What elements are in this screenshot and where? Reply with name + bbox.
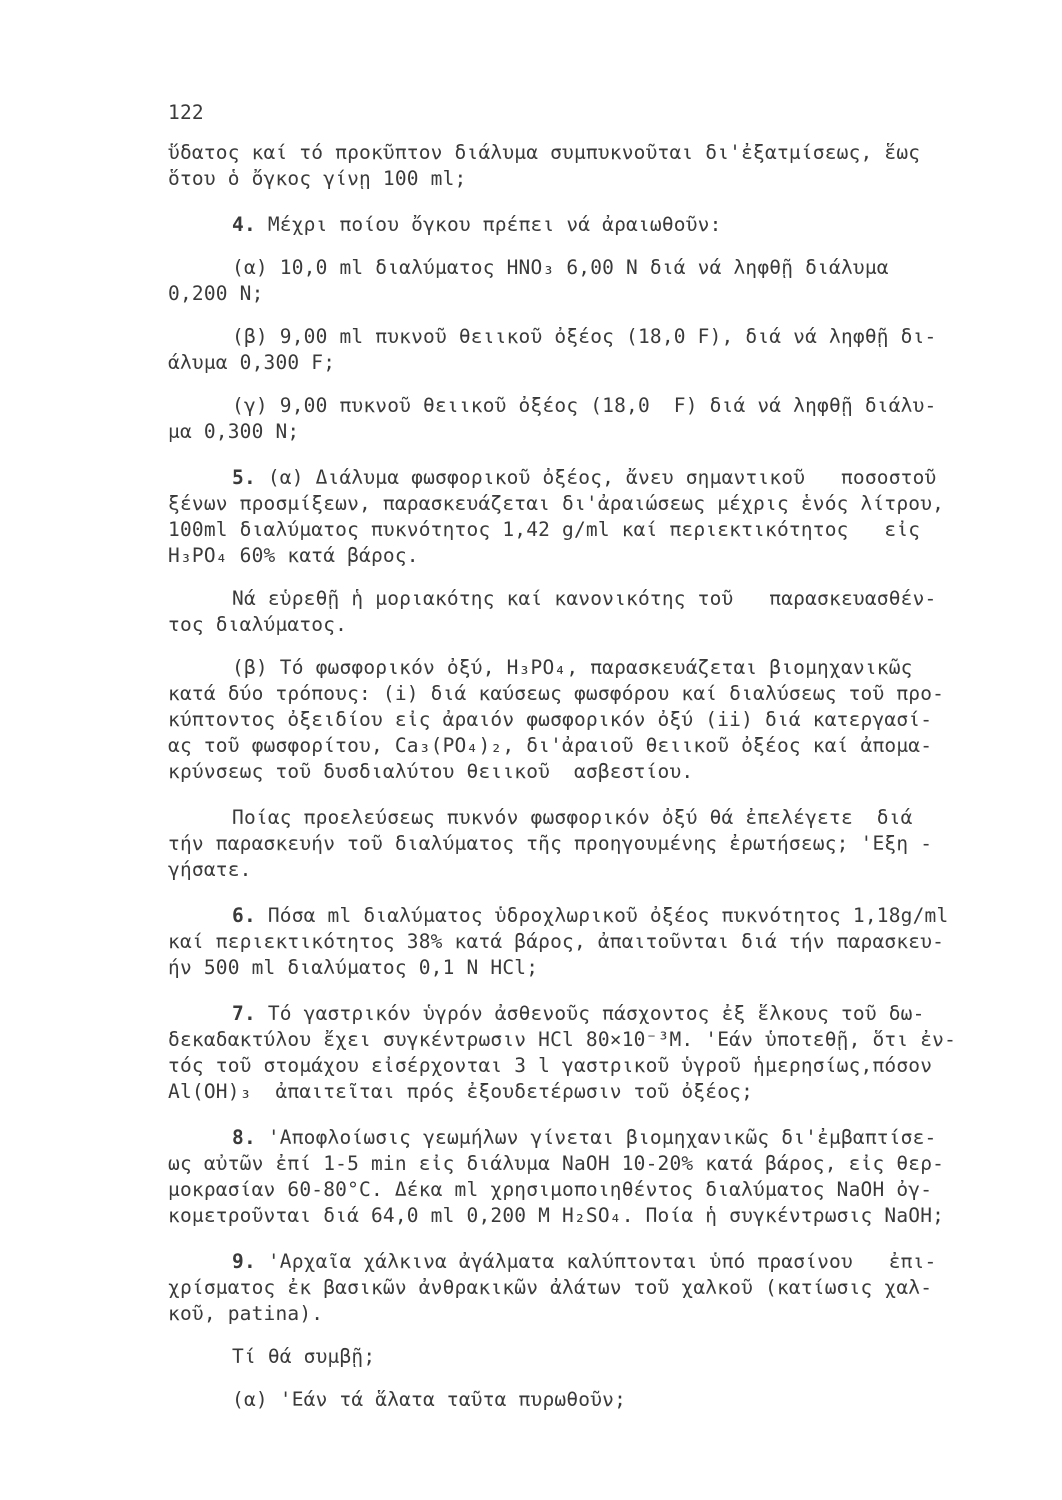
text-line — [168, 1301, 1008, 1327]
text-line — [168, 166, 1008, 192]
text-line — [168, 586, 1008, 612]
line-text: (α) 'Εάν τά ἅλατα ταῦτα πυρωθοῦν; — [232, 1388, 627, 1411]
line-text: ὅτου ὁ ὄγκος γίνῃ 100 ml; — [168, 167, 467, 190]
line-text: κοῦ, patina). — [168, 1302, 324, 1325]
text-line — [168, 1053, 1008, 1079]
paragraph-q8 — [168, 1125, 1008, 1229]
paragraph-q4a — [168, 255, 1008, 307]
text-line — [168, 212, 1008, 238]
line-text: (β) 9,00 ml πυκνοῦ θειικοῦ ὀξέος (18,0 F), διά νά ληφθῇ δι- — [232, 325, 937, 348]
text-line — [168, 1387, 1008, 1413]
line-text: ὕδατος καί τό προκῦπτον διάλυμα συμπυκνοῦται δι'ἐξατμίσεως, ἕως — [168, 141, 921, 164]
line-text: κρύνσεως τοῦ δυσδιαλύτου θειικοῦ ασβεστίου. — [168, 760, 694, 783]
question-number: 5. — [232, 466, 256, 489]
line-text: χρίσματος ἐκ βασικῶν ἀνθρακικῶν ἀλάτων τοῦ χαλκοῦ (κατίωσις χαλ- — [168, 1276, 933, 1299]
line-text: κύπτοντος ὀξειδίου εἰς ἀραιόν φωσφορικόν ὀξύ (ii) διά κατεργασί- — [168, 708, 933, 731]
line-text: ας τοῦ φωσφορίτου, Ca₃(PO₄)₂, δι'ἀραιοῦ θειικοῦ ὀξέος καί ἀπομα- — [168, 734, 933, 757]
text-line — [168, 281, 1008, 307]
paragraph-q5-which — [168, 805, 1008, 883]
paragraph-q7 — [168, 1001, 1008, 1105]
line-text: τήν παρασκευήν τοῦ διαλύματος τῆς προηγουμένης ἐρωτήσεως; 'Εξη - — [168, 832, 933, 855]
paragraph-intro — [168, 140, 1008, 192]
paragraph-q9-what — [168, 1344, 1008, 1370]
text-line — [168, 805, 1008, 831]
text-line — [168, 465, 1008, 491]
text-line — [168, 903, 1008, 929]
text-line — [168, 491, 1008, 517]
line-text: (α) 10,0 ml διαλύματος HNO₃ 6,00 N διά νά ληφθῇ διάλυμα — [232, 256, 889, 279]
line-text: (α) Διάλυμα φωσφορικοῦ ὀξέος, ἄνευ σημαντικοῦ ποσοστοῦ — [267, 466, 937, 489]
text-line — [168, 733, 1008, 759]
line-text: Πόσα ml διαλύματος ὑδροχλωρικοῦ ὀξέος πυκνότητος 1,18g/ml — [267, 904, 949, 927]
paragraph-q4 — [168, 212, 1008, 238]
line-text: ως αὐτῶν ἐπί 1-5 min εἰς διάλυμα NaOH 10-20% κατά βάρος, εἰς θερ- — [168, 1152, 945, 1175]
paragraph-q9a — [168, 1387, 1008, 1413]
line-text: Τό γαστρικόν ὑγρόν ἀσθενοῦς πάσχοντος ἐξ ἕλκους τοῦ δω- — [267, 1002, 925, 1025]
line-text: καί περιεκτικότητος 38% κατά βάρος, ἀπαιτοῦνται διά τήν παρασκευ- — [168, 930, 945, 953]
paragraph-q5 — [168, 465, 1008, 569]
text-line — [168, 255, 1008, 281]
text-line — [168, 612, 1008, 638]
line-text: δεκαδακτύλου ἔχει συγκέντρωσιν HCl 80×10⁻³M. 'Εάν ὑποτεθῇ, ὅτι ἐν- — [168, 1028, 957, 1051]
line-text: 'Αποφλοίωσις γεωμήλων γίνεται βιομηχανικῶς δι'ἐμβαπτίσε- — [267, 1126, 937, 1149]
text-line — [168, 831, 1008, 857]
question-number: 4. — [232, 213, 256, 236]
question-number: 8. — [232, 1126, 256, 1149]
text-line — [168, 1001, 1008, 1027]
paragraph-q9 — [168, 1249, 1008, 1327]
line-text: ξένων προσμίξεων, παρασκευάζεται δι'ἀραιώσεως μέχρις ἑνός λίτρου, — [168, 492, 945, 515]
text-line — [168, 929, 1008, 955]
text-line — [168, 1275, 1008, 1301]
text-line — [168, 857, 1008, 883]
line-text: Νά εὑρεθῇ ἡ μοριακότης καί κανονικότης τοῦ παρασκευασθέν- — [232, 587, 937, 610]
line-text: μα 0,300 N; — [168, 420, 300, 443]
text-line — [168, 1151, 1008, 1177]
line-text: (γ) 9,00 πυκνοῦ θειικοῦ ὀξέος (18,0 F) διά νά ληφθῇ διάλυ- — [232, 394, 937, 417]
text-line — [168, 1177, 1008, 1203]
line-text: (β) Τό φωσφορικόν ὀξύ, H₃PO₄, παρασκευάζεται βιομηχανικῶς — [232, 656, 913, 679]
text-line — [168, 324, 1008, 350]
text-line — [168, 543, 1008, 569]
text-line — [168, 393, 1008, 419]
text-line — [168, 1203, 1008, 1229]
text-line — [168, 655, 1008, 681]
question-number: 9. — [232, 1250, 256, 1273]
question-number: 6. — [232, 904, 256, 927]
text-line — [168, 350, 1008, 376]
text-line — [168, 140, 1008, 166]
paragraph-q5-find — [168, 586, 1008, 638]
line-text: μοκρασίαν 60-80°C. Δέκα ml χρησιμοποιηθέντος διαλύματος NaOH ὀγ- — [168, 1178, 933, 1201]
text-line — [168, 1344, 1008, 1370]
page-number: 122 — [168, 101, 204, 124]
line-text: τός τοῦ στομάχου εἰσέρχονται 3 l γαστρικοῦ ὑγροῦ ἡμερησίως,πόσον — [168, 1054, 933, 1077]
document-body — [168, 140, 1008, 1430]
line-text: άλυμα 0,300 F; — [168, 351, 336, 374]
line-text: Al(OH)₃ ἀπαιτεῖται πρός ἐξουδετέρωσιν τοῦ ὀξέος; — [168, 1080, 754, 1103]
paragraph-q4c — [168, 393, 1008, 445]
text-line — [168, 707, 1008, 733]
line-text: Τί θά συμβῇ; — [232, 1345, 376, 1368]
text-line — [168, 419, 1008, 445]
line-text: κατά δύο τρόπους: (i) διά καύσεως φωσφόρου καί διαλύσεως τοῦ προ- — [168, 682, 945, 705]
text-line — [168, 759, 1008, 785]
text-line — [168, 681, 1008, 707]
paragraph-q4b — [168, 324, 1008, 376]
line-text: Ποίας προελεύσεως πυκνόν φωσφορικόν ὀξύ θά ἐπελέγετε διά — [232, 806, 913, 829]
text-line — [168, 1125, 1008, 1151]
line-text: κομετροῦνται διά 64,0 ml 0,200 M H₂SO₄. Ποία ἡ συγκέντρωσις NaOH; — [168, 1204, 945, 1227]
text-line — [168, 517, 1008, 543]
question-number: 7. — [232, 1002, 256, 1025]
text-line — [168, 1027, 1008, 1053]
line-text: Μέχρι ποίου ὄγκου πρέπει νά ἀραιωθοῦν: — [267, 213, 722, 236]
line-text: γήσατε. — [168, 858, 252, 881]
line-text: H₃PO₄ 60% κατά βάρος. — [168, 544, 419, 567]
line-text: ήν 500 ml διαλύματος 0,1 N HCl; — [168, 956, 539, 979]
text-line — [168, 1249, 1008, 1275]
line-text: 0,200 N; — [168, 282, 264, 305]
line-text: 100ml διαλύματος πυκνότητος 1,42 g/ml καί περιεκτικότητος εἰς — [168, 518, 921, 541]
line-text: τος διαλύματος. — [168, 613, 348, 636]
text-line — [168, 955, 1008, 981]
paragraph-q6 — [168, 903, 1008, 981]
text-line — [168, 1079, 1008, 1105]
line-text: 'Αρχαῖα χάλκινα ἀγάλματα καλύπτονται ὑπό πρασίνου ἐπι- — [267, 1250, 937, 1273]
paragraph-q5b — [168, 655, 1008, 785]
